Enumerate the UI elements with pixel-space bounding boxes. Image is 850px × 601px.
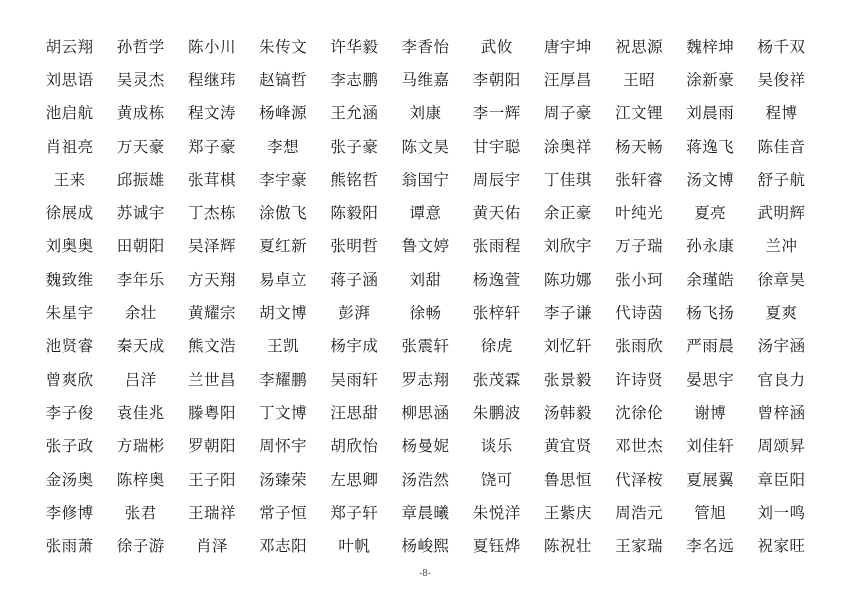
name-entry: 夏红新 xyxy=(259,237,308,256)
name-entry: 周辰宇 xyxy=(472,170,521,189)
name-entry: 刘奥奥 xyxy=(45,237,94,256)
name-entry: 陈佳音 xyxy=(757,137,806,156)
name-entry: 常子恒 xyxy=(259,503,308,522)
name-entry: 严雨晨 xyxy=(686,337,735,356)
name-entry: 涂新豪 xyxy=(686,70,735,89)
name-entry: 吕洋 xyxy=(124,370,157,389)
name-entry: 蒋子涵 xyxy=(330,270,379,289)
name-entry: 代泽桉 xyxy=(615,470,664,489)
name-entry: 苏诚宇 xyxy=(116,204,165,223)
name-entry: 池贤睿 xyxy=(45,337,94,356)
name-entry: 王家瑞 xyxy=(615,537,664,556)
name-entry: 程文涛 xyxy=(187,104,236,123)
name-entry: 吴灵杰 xyxy=(116,70,165,89)
name-entry: 杨峻熙 xyxy=(401,537,450,556)
name-entry: 胡文博 xyxy=(259,304,308,323)
name-entry: 王紫庆 xyxy=(543,503,592,522)
name-entry: 郑子豪 xyxy=(187,137,236,156)
name-entry: 杨千双 xyxy=(757,37,806,56)
name-entry: 陈毅阳 xyxy=(330,204,379,223)
name-entry: 唐宇坤 xyxy=(543,37,592,56)
name-entry: 池启航 xyxy=(45,104,94,123)
name-entry: 胡欣怡 xyxy=(330,437,379,456)
name-entry: 魏梓坤 xyxy=(686,37,735,56)
name-entry: 张小珂 xyxy=(615,270,664,289)
name-entry: 章臣阳 xyxy=(757,470,806,489)
name-entry: 翁国宁 xyxy=(401,170,450,189)
name-entry: 黄成栋 xyxy=(116,104,165,123)
name-entry: 易卓立 xyxy=(259,270,308,289)
name-entry: 万子瑞 xyxy=(615,237,664,256)
name-entry: 李一辉 xyxy=(472,104,521,123)
name-entry: 甘宇聪 xyxy=(472,137,521,156)
name-entry: 陈祝壮 xyxy=(543,537,592,556)
name-entry: 李年乐 xyxy=(116,270,165,289)
name-entry: 李朝阳 xyxy=(472,70,521,89)
name-entry: 黄耀宗 xyxy=(187,304,236,323)
name-entry: 熊铭哲 xyxy=(330,170,379,189)
name-entry: 舒子航 xyxy=(757,170,806,189)
name-entry: 李想 xyxy=(267,137,300,156)
name-entry: 余正豪 xyxy=(543,204,592,223)
name-entry: 王允涵 xyxy=(330,104,379,123)
name-entry: 张轩睿 xyxy=(615,170,664,189)
name-entry: 鲁思恒 xyxy=(543,470,592,489)
name-entry: 刘晨雨 xyxy=(686,104,735,123)
name-entry: 吴雨轩 xyxy=(330,370,379,389)
name-entry: 周怀宇 xyxy=(259,437,308,456)
name-entry: 官良力 xyxy=(757,370,806,389)
name-entry: 朱鹏波 xyxy=(472,403,521,422)
name-entry: 章晨曦 xyxy=(401,503,450,522)
name-entry: 张茂霖 xyxy=(472,370,521,389)
name-entry: 方瑞彬 xyxy=(116,437,165,456)
name-entry: 熊文浩 xyxy=(187,337,236,356)
name-entry: 陈梓奥 xyxy=(116,470,165,489)
name-entry: 张景毅 xyxy=(543,370,592,389)
name-entry: 谈乐 xyxy=(480,437,513,456)
name-entry: 黄天佑 xyxy=(472,204,521,223)
name-entry: 李香怡 xyxy=(401,37,450,56)
name-entry: 徐章昊 xyxy=(757,270,806,289)
name-entry: 罗朝阳 xyxy=(187,437,236,456)
name-entry: 谭意 xyxy=(409,204,442,223)
name-entry: 张茸棋 xyxy=(187,170,236,189)
name-entry: 吴泽辉 xyxy=(187,237,236,256)
name-entry: 杨曼妮 xyxy=(401,437,450,456)
name-entry: 沈徐伦 xyxy=(615,403,664,422)
name-entry: 涂傲飞 xyxy=(259,204,308,223)
name-entry: 曾爽欣 xyxy=(45,370,94,389)
name-entry: 武攸 xyxy=(480,37,513,56)
name-entry: 袁佳兆 xyxy=(116,403,165,422)
name-entry: 夏展翼 xyxy=(686,470,735,489)
name-entry: 汤臻荣 xyxy=(259,470,308,489)
name-entry: 丁文博 xyxy=(259,403,308,422)
name-entry: 胡云翔 xyxy=(45,37,94,56)
name-entry: 叶纯光 xyxy=(615,204,664,223)
name-entry: 杨天畅 xyxy=(615,137,664,156)
name-entry: 兰世昌 xyxy=(187,370,236,389)
name-entry: 余瑾皓 xyxy=(686,270,735,289)
name-entry: 邱振雄 xyxy=(116,170,165,189)
name-entry: 秦天成 xyxy=(116,337,165,356)
name-entry: 周子豪 xyxy=(543,104,592,123)
name-entry: 张雨欣 xyxy=(615,337,664,356)
name-entry: 王凯 xyxy=(267,337,300,356)
name-entry: 谢博 xyxy=(694,403,727,422)
name-entry: 肖祖亮 xyxy=(45,137,94,156)
name-entry: 曾梓涵 xyxy=(757,403,806,422)
name-entry: 李志鹏 xyxy=(330,70,379,89)
name-entry: 彭湃 xyxy=(338,304,371,323)
name-entry: 杨逸萱 xyxy=(472,270,521,289)
name-entry: 张明哲 xyxy=(330,237,379,256)
name-entry: 李名远 xyxy=(686,537,735,556)
name-entry: 张子豪 xyxy=(330,137,379,156)
name-entry: 夏爽 xyxy=(765,304,798,323)
name-entry: 丁佳琪 xyxy=(543,170,592,189)
name-entry: 张君 xyxy=(124,503,157,522)
name-entry: 程继玮 xyxy=(187,70,236,89)
name-entry: 朱传文 xyxy=(259,37,308,56)
name-entry: 李耀鹏 xyxy=(259,370,308,389)
name-entry: 陈文昊 xyxy=(401,137,450,156)
name-entry: 徐畅 xyxy=(409,304,442,323)
name-entry: 刘忆轩 xyxy=(543,337,592,356)
name-entry: 汤宇涵 xyxy=(757,337,806,356)
name-entry: 李宇豪 xyxy=(259,170,308,189)
name-entry: 左思卿 xyxy=(330,470,379,489)
name-entry: 魏致维 xyxy=(45,270,94,289)
name-entry: 金汤奥 xyxy=(45,470,94,489)
name-entry: 代诗茵 xyxy=(615,304,664,323)
name-entry: 李子俊 xyxy=(45,403,94,422)
name-entry: 丁杰栋 xyxy=(187,204,236,223)
name-entry: 晏思宇 xyxy=(686,370,735,389)
name-entry: 李修博 xyxy=(45,503,94,522)
name-list-grid xyxy=(34,30,817,563)
name-entry: 张震轩 xyxy=(401,337,450,356)
name-entry: 田朝阳 xyxy=(116,237,165,256)
name-entry: 周浩元 xyxy=(615,503,664,522)
name-entry: 汤浩然 xyxy=(401,470,450,489)
name-entry: 杨宇成 xyxy=(330,337,379,356)
name-entry: 赵镐哲 xyxy=(259,70,308,89)
name-entry: 刘一鸣 xyxy=(757,503,806,522)
name-entry: 祝家旺 xyxy=(757,537,806,556)
name-entry: 夏钰烨 xyxy=(472,537,521,556)
name-entry: 汤韩毅 xyxy=(543,403,592,422)
name-entry: 徐虎 xyxy=(480,337,513,356)
name-entry: 徐子游 xyxy=(116,537,165,556)
name-entry: 兰冲 xyxy=(765,237,798,256)
name-entry: 邓世杰 xyxy=(615,437,664,456)
page-number: -8- xyxy=(419,569,431,579)
name-entry: 孙哲学 xyxy=(116,37,165,56)
name-entry: 张雨萧 xyxy=(45,537,94,556)
name-entry: 朱悦洋 xyxy=(472,503,521,522)
name-entry: 王子阳 xyxy=(187,470,236,489)
name-entry: 王昭 xyxy=(623,70,656,89)
name-entry: 汪思甜 xyxy=(330,403,379,422)
name-entry: 陈小川 xyxy=(187,37,236,56)
name-entry: 蒋逸飞 xyxy=(686,137,735,156)
name-entry: 张雨程 xyxy=(472,237,521,256)
name-entry: 肖泽 xyxy=(195,537,228,556)
name-entry: 刘佳轩 xyxy=(686,437,735,456)
name-entry: 柳思涵 xyxy=(401,403,450,422)
name-entry: 孙永康 xyxy=(686,237,735,256)
name-entry: 邓志阳 xyxy=(259,537,308,556)
name-entry: 叶帆 xyxy=(338,537,371,556)
name-entry: 黄宜贤 xyxy=(543,437,592,456)
name-entry: 马维嘉 xyxy=(401,70,450,89)
name-entry: 李子谦 xyxy=(543,304,592,323)
name-entry: 朱星宇 xyxy=(45,304,94,323)
name-entry: 张梓轩 xyxy=(472,304,521,323)
name-entry: 刘欣宇 xyxy=(543,237,592,256)
name-entry: 刘甜 xyxy=(409,270,442,289)
name-entry: 程博 xyxy=(765,104,798,123)
name-entry: 郑子轩 xyxy=(330,503,379,522)
name-entry: 陈功娜 xyxy=(543,270,592,289)
name-entry: 刘思语 xyxy=(45,70,94,89)
name-entry: 王瑞祥 xyxy=(187,503,236,522)
name-entry: 祝思源 xyxy=(615,37,664,56)
name-entry: 罗志翔 xyxy=(401,370,450,389)
name-entry: 涂奥祥 xyxy=(543,137,592,156)
name-entry: 周颂昇 xyxy=(757,437,806,456)
name-entry: 武明辉 xyxy=(757,204,806,223)
name-entry: 鲁文婷 xyxy=(401,237,450,256)
name-entry: 管旭 xyxy=(694,503,727,522)
name-entry: 汪厚昌 xyxy=(543,70,592,89)
name-entry: 王来 xyxy=(53,170,86,189)
name-entry: 吴俊祥 xyxy=(757,70,806,89)
name-entry: 张子政 xyxy=(45,437,94,456)
name-entry: 饶可 xyxy=(480,470,513,489)
name-entry: 方天翔 xyxy=(187,270,236,289)
name-entry: 滕粤阳 xyxy=(187,403,236,422)
name-entry: 许诗贤 xyxy=(615,370,664,389)
name-entry: 刘康 xyxy=(409,104,442,123)
name-entry: 许华毅 xyxy=(330,37,379,56)
name-entry: 万天豪 xyxy=(116,137,165,156)
name-entry: 夏亮 xyxy=(694,204,727,223)
name-entry: 余壮 xyxy=(124,304,157,323)
name-entry: 杨峰源 xyxy=(259,104,308,123)
name-entry: 江文锂 xyxy=(615,104,664,123)
name-entry: 徐展成 xyxy=(45,204,94,223)
name-entry: 汤文博 xyxy=(686,170,735,189)
name-entry: 杨飞扬 xyxy=(686,304,735,323)
